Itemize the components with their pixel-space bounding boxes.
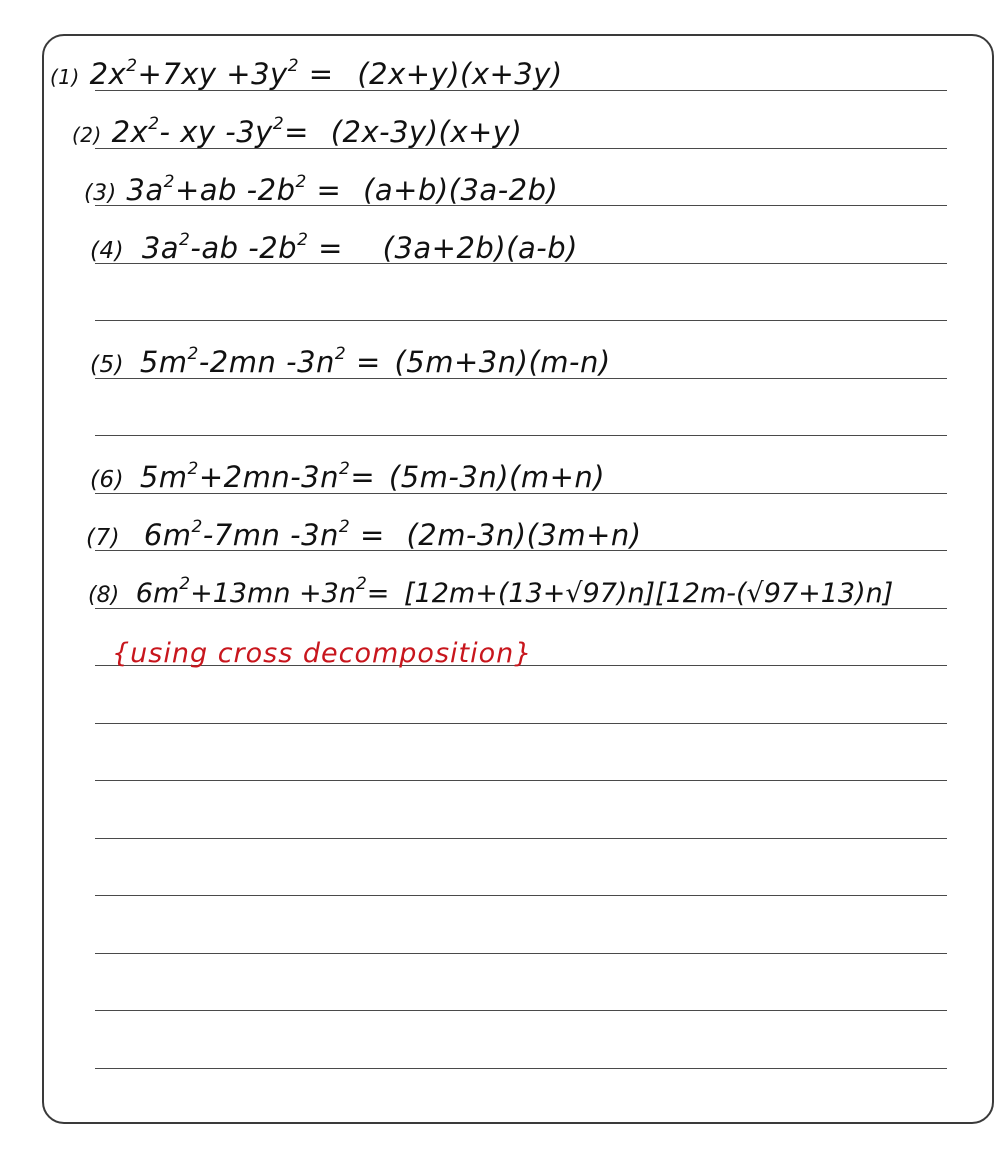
problem-number: (1): [50, 65, 80, 89]
ruled-line: [95, 435, 947, 436]
factored-result: (5m+3n)(m-n): [394, 345, 611, 379]
problem-number: (7): [86, 525, 121, 551]
problem-number: (4): [90, 238, 125, 264]
equation-line-7: (7) $6m^2-7mn$ $-3n^2 = (2m-3n)(3m+n)$: [86, 517, 642, 552]
factored-result: (2m-3n)(3m+n): [406, 518, 642, 552]
equation-line-6: (6) $5m^2+2mn-3n^2= (5m-3n)(m+n)$: [90, 459, 606, 494]
equation-line-4: (4) $3a^2-ab$ $-2b^2 = (3a+2b)(a-b)$: [90, 230, 578, 265]
problem-number: (3): [84, 181, 117, 206]
factored-result: [12m+(13+√97)n][12m-(√97+13)n]: [404, 578, 894, 609]
ruled-line: [95, 1068, 947, 1069]
problem-number: (2): [72, 123, 102, 147]
ruled-line: [95, 780, 947, 781]
ruled-line: [95, 953, 947, 954]
factored-result: (5m-3n)(m+n): [388, 460, 606, 494]
factored-result: (3a+2b)(a-b): [382, 231, 578, 265]
equation-line-3: (3) $3a^2+ab$ $-2b^2 = (a+b)(3a-2b)$: [84, 172, 559, 207]
problem-number: (6): [90, 467, 125, 493]
ruled-line: [95, 320, 947, 321]
equation-line-8: (8) $6m^2+13mn +3n^2= [12m+(13+√97)n][12m-(√97+13)n]$: [88, 574, 894, 609]
problem-number: (5): [90, 352, 125, 378]
factored-result: (2x+y)(x+3y): [357, 57, 563, 91]
ruled-line: [95, 838, 947, 839]
ruled-line: [95, 1010, 947, 1011]
ruled-line: [95, 895, 947, 896]
factored-result: (a+b)(3a-2b): [363, 173, 559, 207]
problem-number: (8): [88, 583, 120, 608]
method-note: {using cross decomposition}: [112, 638, 533, 669]
equation-line-5: (5) $5m^2-2mn$ $-3n^2 = (5m+3n)(m-n)$: [90, 344, 611, 379]
equation-line-1: (1) $2x^2+7xy +3y^2 = (2x+y)(x+3y)$: [50, 56, 563, 91]
ruled-line: [95, 723, 947, 724]
equation-line-2: (2) $2x^2-$ xy $-3y^2= (2x-3y)(x+y)$: [72, 114, 523, 149]
factored-result: (2x-3y)(x+y): [330, 115, 523, 149]
